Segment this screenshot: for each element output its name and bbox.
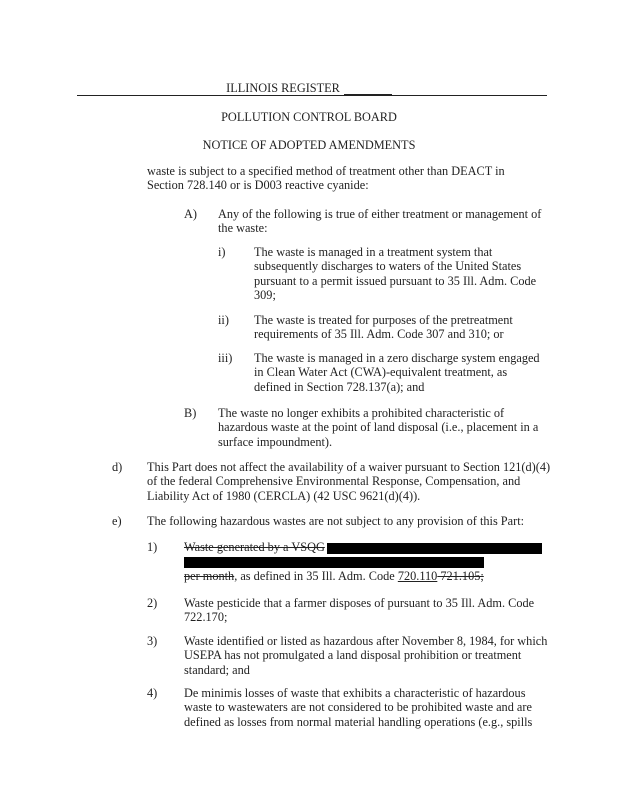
item-a-iii-marker: iii) bbox=[218, 351, 233, 365]
item-e-3-marker: 3) bbox=[147, 634, 158, 648]
header-rule bbox=[77, 95, 547, 96]
item-a-marker: A) bbox=[184, 207, 197, 221]
register-header bbox=[0, 81, 618, 95]
item-e-1-marker: 1) bbox=[147, 540, 158, 554]
item-a-iii-text: The waste is managed in a zero discharge system engaged in Clean Water Act (CWA)-equivalent treatment, as defined in Section 728.137(a); and bbox=[254, 351, 540, 394]
item-e-4-marker: 4) bbox=[147, 686, 158, 700]
item-e-text: The following hazardous wastes are not subject to any provision of this Part: bbox=[147, 514, 525, 528]
item-e-2-marker: 2) bbox=[147, 596, 158, 610]
item-d-text: This Part does not affect the availability of a waiver pursuant to Section 121(d)(4) of the federal Comprehensive Environmental Response, Compensation, and Liability Act of 1980 (CERCLA) (42 USC 9621(d)(4)). bbox=[147, 460, 551, 503]
item-e-2-text: Waste pesticide that a farmer disposes of pursuant to 35 Ill. Adm. Code 722.170; bbox=[184, 596, 535, 625]
item-e-3-text: Waste identified or listed as hazardous after November 8, 1984, for which USEPA has not promulgated a land disposal prohibition or treatment standard; and bbox=[184, 634, 548, 677]
item-d-marker: d) bbox=[112, 460, 123, 474]
item-e-marker: e) bbox=[112, 514, 122, 528]
notice-title: NOTICE OF ADOPTED AMENDMENTS bbox=[202, 138, 416, 152]
item-b-marker: B) bbox=[184, 406, 197, 420]
item-a-i-marker: i) bbox=[218, 245, 226, 259]
header-underline bbox=[344, 82, 392, 95]
intro-paragraph: waste is subject to a specified method of treatment other than DEACT in Section 728.140 or is D003 reactive cyanide: bbox=[147, 164, 505, 193]
item-a-i-text: The waste is managed in a treatment system that subsequently discharges to waters of the United States pursuant to a permit issued pursuant to 35 Ill. Adm. Code 309; bbox=[254, 245, 537, 303]
redaction-block bbox=[184, 557, 484, 568]
item-e-1-text: Waste generated by a VSQG per month, as defined in 35 Ill. Adm. Code 720.110 721.105; bbox=[184, 540, 544, 583]
item-e-4-text: De minimis losses of waste that exhibits a characteristic of hazardous waste to wastewaters are not considered to be prohibited waste and are defined as losses from normal material handling operations (e.g., spills bbox=[184, 686, 533, 729]
board-title: POLLUTION CONTROL BOARD bbox=[221, 110, 397, 124]
item-a-text: Any of the following is true of either treatment or management of the waste: bbox=[218, 207, 542, 236]
register-title: ILLINOIS REGISTER bbox=[226, 81, 340, 95]
item-a-ii-marker: ii) bbox=[218, 313, 229, 327]
item-b-text: The waste no longer exhibits a prohibited characteristic of hazardous waste at the point of land disposal (i.e., placement in a surface impoundment). bbox=[218, 406, 539, 449]
redaction-block bbox=[327, 543, 542, 554]
item-a-ii-text: The waste is treated for purposes of the pretreatment requirements of 35 Ill. Adm. Code 307 and 310; or bbox=[254, 313, 513, 342]
